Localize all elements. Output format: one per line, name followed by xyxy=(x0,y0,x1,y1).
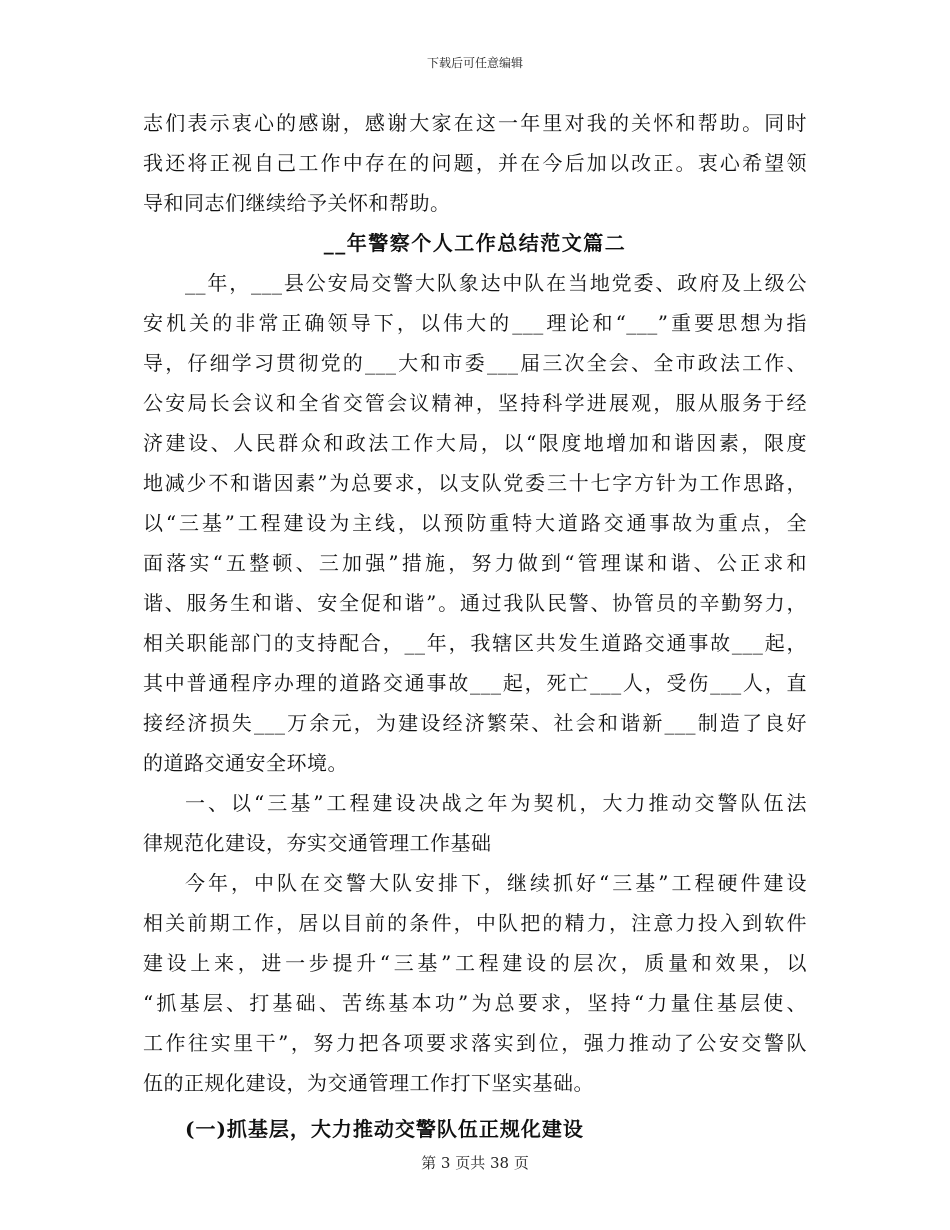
text-line: 导，仔细学习贯彻党的___大和市委___届三次全会、全市政法工作、 xyxy=(143,351,807,375)
text-line: 建设上来，进一步提升“三基”工程建设的层次，质量和效果，以 xyxy=(143,951,807,975)
text-line: 的道路交通安全环境。 xyxy=(143,751,348,775)
text-line: 伍的正规化建设，为交通管理工作打下坚实基础。 xyxy=(143,1071,594,1095)
text-line: 谐、服务生和谐、安全促和谐”。通过我队民警、协管员的辛勤努力， xyxy=(143,591,807,615)
text-line: 济建设、人民群众和政法工作大局，以“限度地增加和谐因素，限度 xyxy=(143,431,807,455)
text-line: 律规范化建设，夯实交通管理工作基础 xyxy=(143,831,492,855)
text-line: 今年，中队在交警大队安排下，继续抓好“三基”工程硬件建设 xyxy=(185,871,807,895)
text-line: 相关职能部门的支持配合，__年，我辖区共发生道路交通事故___起， xyxy=(143,631,807,655)
text-line: 接经济损失___万余元，为建设经济繁荣、社会和谐新___制造了良好 xyxy=(143,711,807,735)
subheading: (一)抓基层，大力推动交警队伍正规化建设 xyxy=(185,1117,584,1141)
text-line: 我还将正视自己工作中存在的问题，并在今后加以改正。衷心希望领 xyxy=(143,151,807,175)
paragraph-1 xyxy=(143,263,807,783)
page-number: 第 3 页共 38 页 xyxy=(421,1154,529,1172)
text-line: 相关前期工作，居以目前的条件，中队把的精力，注意力投入到软件 xyxy=(143,911,807,935)
text-line: 一、以“三基”工程建设决战之年为契机，大力推动交警队伍法 xyxy=(185,791,807,815)
text-line: “抓基层、打基础、苦练基本功”为总要求，坚持“力量住基层使、 xyxy=(143,991,807,1015)
text-line: 志们表示衷心的感谢，感谢大家在这一年里对我的关怀和帮助。同时 xyxy=(143,111,807,135)
text-line: 安机关的非常正确领导下，以伟大的___理论和“___”重要思想为指 xyxy=(143,311,807,335)
text-line: 地减少不和谐因素”为总要求，以支队党委三十七字方针为工作思路， xyxy=(143,471,807,495)
text-line: 其中普通程序办理的道路交通事故___起，死亡___人，受伤___人，直 xyxy=(143,671,807,695)
intro-paragraph xyxy=(143,103,807,223)
text-line: 工作往实里干”，努力把各项要求落实到位，强力推动了公安交警队 xyxy=(143,1031,807,1055)
text-line: 导和同志们继续给予关怀和帮助。 xyxy=(143,191,451,215)
page-header: 下载后可任意编辑 xyxy=(426,56,523,70)
text-line: 面落实“五整顿、三加强”措施，努力做到“管理谋和谐、公正求和 xyxy=(143,551,807,575)
section-title: __年警察个人工作总结范文篇二 xyxy=(323,231,627,255)
paragraph-2 xyxy=(143,783,807,863)
text-line: 公安局长会议和全省交管会议精神，坚持科学进展观，服从服务于经 xyxy=(143,391,807,415)
text-line: 以“三基”工程建设为主线，以预防重特大道路交通事故为重点，全 xyxy=(143,511,807,535)
paragraph-3 xyxy=(143,863,807,1103)
document-body xyxy=(143,103,807,1149)
text-line: __年，___县公安局交警大队象达中队在当地党委、政府及上级公 xyxy=(185,271,807,295)
